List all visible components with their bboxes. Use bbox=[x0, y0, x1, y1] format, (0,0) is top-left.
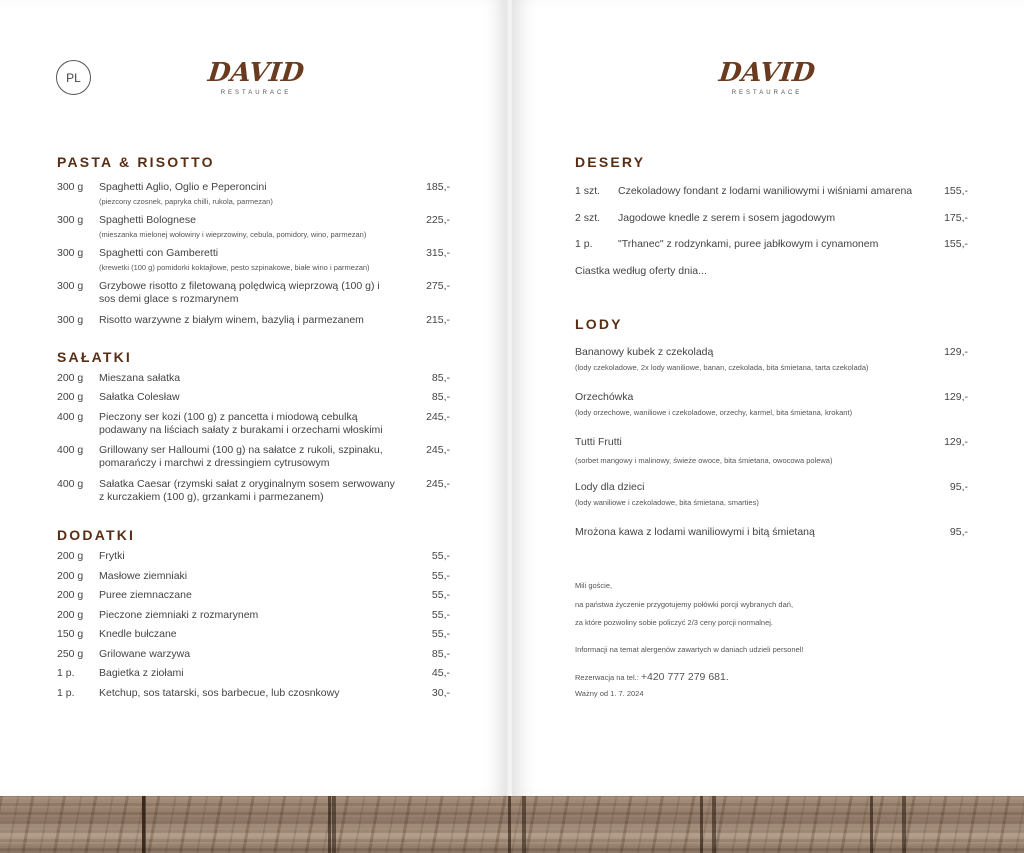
item-note: (piezcony czosnek, papryka chilli, rukola, parmezan) bbox=[99, 197, 273, 206]
item-name: Tutti Frutti bbox=[575, 436, 622, 448]
item-price: 95,- bbox=[949, 481, 968, 493]
item-name: Sałatka Colesław bbox=[99, 391, 180, 403]
item-note: (krewetki (100 g) pomidorki koktajlowe, pesto szpinakowe, białe wino i parmezan) bbox=[99, 263, 370, 272]
item-qty: 1 p. bbox=[575, 238, 593, 250]
item-qty: 200 g bbox=[57, 372, 84, 384]
item-price: 315,- bbox=[426, 247, 450, 259]
item-price: 245,- bbox=[426, 444, 450, 456]
item-name: Jagodowe knedle z serem i sosem jagodowym bbox=[618, 212, 836, 224]
item-name: Pieczone ziemniaki z rozmarynem bbox=[99, 609, 259, 621]
item-price: 245,- bbox=[426, 478, 450, 490]
item-name: Spaghetti Bolognese bbox=[99, 214, 196, 226]
item-note: (lody orzechowe, waniliowe i czekoladowe, orzechy, karmel, bita śmietana, krokant) bbox=[575, 408, 853, 417]
item-name: Bananowy kubek z czekoladą bbox=[575, 346, 714, 358]
reservation-phone[interactable]: +420 777 279 681. bbox=[640, 671, 729, 683]
wood-floor bbox=[0, 796, 1024, 853]
section-title-salatki: SAŁATKI bbox=[57, 349, 133, 365]
item-qty: 200 g bbox=[57, 391, 84, 403]
item-name: "Trhanec" z rodzynkami, puree jabłkowym i cynamonem bbox=[618, 238, 879, 250]
item-qty: 300 g bbox=[57, 181, 84, 193]
item-qty: 300 g bbox=[57, 314, 84, 326]
item-name: Czekoladowy fondant z lodami waniliowymi i wiśniami amarena bbox=[618, 185, 913, 197]
item-qty: 200 g bbox=[57, 609, 84, 621]
section-title-desery: DESERY bbox=[575, 154, 646, 170]
footer-valid: Ważny od 1. 7. 2024 bbox=[575, 689, 644, 698]
item-name: Grillowany ser Halloumi (100 g) na sałatce z rukoli, szpinaku, pomarańczy i marchwi z dressingiem cytrusowym bbox=[99, 444, 383, 469]
item-price: 129,- bbox=[944, 391, 968, 403]
right-page bbox=[512, 0, 1024, 796]
section-title-dodatki: DODATKI bbox=[57, 527, 136, 543]
item-price: 185,- bbox=[426, 181, 450, 193]
item-name: Mieszana sałatka bbox=[99, 372, 181, 384]
item-qty: 1 p. bbox=[57, 667, 75, 679]
language-badge[interactable]: PL bbox=[56, 60, 91, 95]
desery-extra-text: Ciastka według oferty dnia... bbox=[575, 265, 707, 277]
footer-line: za które pozwoliny sobie policzyć 2/3 ceny porcji normalnej. bbox=[575, 618, 774, 627]
item-qty: 2 szt. bbox=[575, 212, 601, 224]
item-qty: 200 g bbox=[57, 589, 84, 601]
item-qty: 250 g bbox=[57, 648, 84, 660]
item-name: Puree ziemnaczane bbox=[99, 589, 192, 601]
section-title-lody: LODY bbox=[575, 316, 623, 332]
item-price: 175,- bbox=[944, 212, 968, 224]
item-price: 55,- bbox=[431, 550, 450, 562]
item-note: (mieszanka mielonej wołowiny i wieprzowiny, cebula, pomidory, wino, parmezan) bbox=[99, 230, 367, 239]
logo-word: DAVID bbox=[717, 58, 817, 88]
logo-word: DAVID bbox=[206, 58, 306, 88]
item-name: Frytki bbox=[99, 550, 125, 562]
item-name: Knedle bułczane bbox=[99, 628, 177, 640]
item-qty: 200 g bbox=[57, 550, 84, 562]
item-qty: 150 g bbox=[57, 628, 84, 640]
logo-sub: RESTAURACE bbox=[220, 90, 292, 96]
item-name: Spaghetti Aglio, Oglio e Peperoncini bbox=[99, 181, 267, 193]
item-name: Risotto warzywne z białym winem, bazylią i parmezanem bbox=[99, 314, 364, 326]
item-price: 155,- bbox=[944, 238, 968, 250]
item-price: 215,- bbox=[426, 314, 450, 326]
item-note: (lody waniliowe i czekoladowe, bita śmietana, smarties) bbox=[575, 498, 759, 507]
item-price: 129,- bbox=[944, 436, 968, 448]
item-qty: 1 szt. bbox=[575, 185, 601, 197]
item-price: 245,- bbox=[426, 411, 450, 423]
item-price: 155,- bbox=[944, 185, 968, 197]
item-qty: 1 p. bbox=[57, 687, 75, 699]
item-price: 55,- bbox=[431, 609, 450, 621]
item-price: 55,- bbox=[431, 589, 450, 601]
item-qty: 400 g bbox=[57, 478, 84, 490]
restaurant-logo bbox=[196, 60, 316, 96]
item-qty: 300 g bbox=[57, 280, 84, 292]
reservation-label: Rezerwacja na tel.: bbox=[575, 673, 641, 682]
item-name: Pieczony ser kozi (100 g) z pancetta i miodową cebulką podawany na liściach sałaty z burakami i orzechami włoskimi bbox=[99, 411, 383, 436]
item-name: Grilowane warzywa bbox=[99, 648, 191, 660]
item-note: (lody czekoladowe, 2x lody waniliowe, banan, czekolada, bita śmietana, tarta czekolada) bbox=[575, 363, 869, 372]
footer-greeting: Mili goście, bbox=[575, 581, 613, 590]
item-name: Bagietka z ziołami bbox=[99, 667, 184, 679]
item-price: 225,- bbox=[426, 214, 450, 226]
footer-reservation bbox=[575, 671, 729, 683]
item-price: 85,- bbox=[431, 372, 450, 384]
item-price: 45,- bbox=[431, 667, 450, 679]
item-note: (sorbet mangowy i malinowy, świeże owoce, bita śmietana, owocowa polewa) bbox=[575, 456, 833, 465]
item-price: 85,- bbox=[431, 391, 450, 403]
item-name: Masłowe ziemniaki bbox=[99, 570, 188, 582]
item-name: Lody dla dzieci bbox=[575, 481, 645, 493]
left-page bbox=[0, 0, 508, 796]
section-title-pasta: PASTA & RISOTTO bbox=[57, 154, 215, 170]
item-name: Orzechówka bbox=[575, 391, 634, 403]
item-price: 85,- bbox=[431, 648, 450, 660]
item-price: 129,- bbox=[944, 346, 968, 358]
item-name: Mrożona kawa z lodami waniliowymi i bitą śmietaną bbox=[575, 526, 815, 538]
item-price: 55,- bbox=[431, 628, 450, 640]
item-price: 55,- bbox=[431, 570, 450, 582]
item-qty: 200 g bbox=[57, 570, 84, 582]
footer-line: na państwa życzenie przygotujemy połówki porcji wybranych dań, bbox=[575, 600, 794, 609]
restaurant-logo bbox=[707, 60, 827, 96]
item-qty: 400 g bbox=[57, 411, 84, 423]
item-price: 95,- bbox=[949, 526, 968, 538]
item-qty: 300 g bbox=[57, 247, 84, 259]
item-price: 275,- bbox=[426, 280, 450, 292]
item-price: 30,- bbox=[431, 687, 450, 699]
footer-allergens: Informacji na temat alergenów zawartych w daniach udzieli personel! bbox=[575, 645, 804, 654]
item-qty: 300 g bbox=[57, 214, 84, 226]
logo-sub: RESTAURACE bbox=[731, 90, 803, 96]
item-name: Grzybowe risotto z filetowaną polędwicą wieprzową (100 g) i sos demi glace s rozmarynem bbox=[99, 280, 380, 305]
item-name: Spaghetti con Gamberetti bbox=[99, 247, 219, 259]
item-name: Sałatka Caesar (rzymski sałat z oryginalnym sosem serwowany z kurczakiem (100 g), grzankami i parmezanem) bbox=[99, 478, 395, 503]
item-name: Ketchup, sos tatarski, sos barbecue, lub czosnkowy bbox=[99, 687, 340, 699]
item-qty: 400 g bbox=[57, 444, 84, 456]
